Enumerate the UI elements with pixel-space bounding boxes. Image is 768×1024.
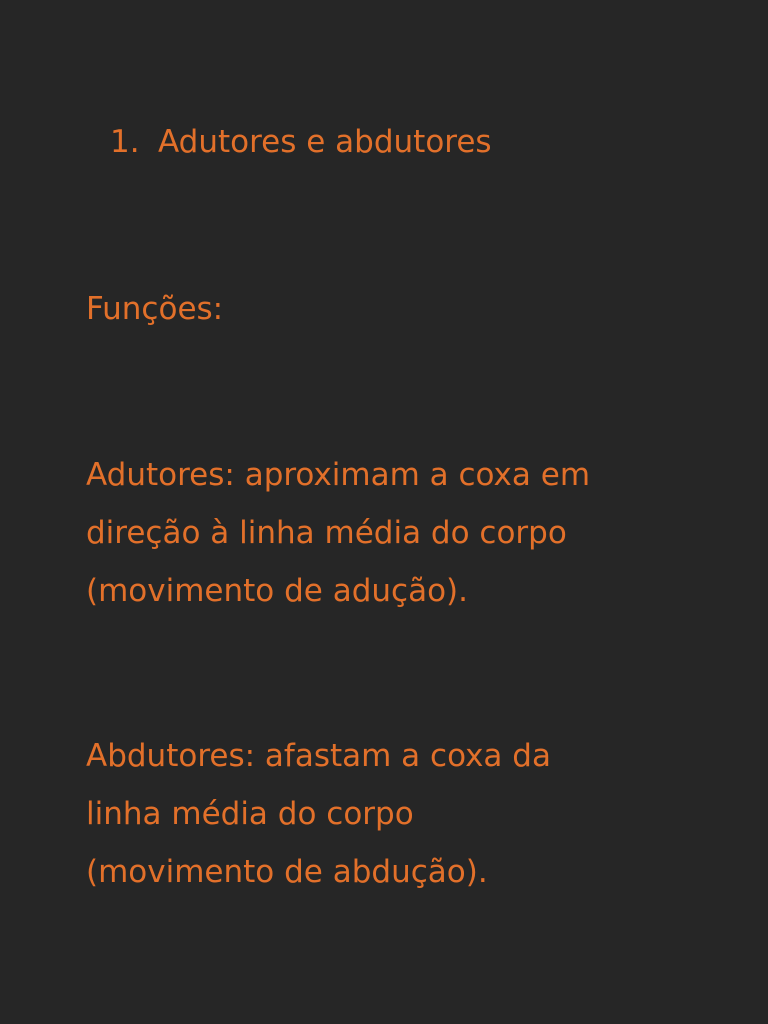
section-heading xyxy=(110,118,492,166)
functions-label: Funções: xyxy=(86,291,224,327)
paragraph-line: (movimento de abdução). xyxy=(86,854,488,890)
abductors-paragraph xyxy=(86,727,726,901)
paragraph-line: linha média do corpo xyxy=(86,796,414,832)
adductors-paragraph xyxy=(86,446,726,620)
list-number: 1. xyxy=(110,124,140,160)
paragraph-line: (movimento de adução). xyxy=(86,573,468,609)
heading-text: Adutores e abdutores xyxy=(158,124,492,160)
paragraph-line: direção à linha média do corpo xyxy=(86,515,567,551)
paragraph-line: Abdutores: afastam a coxa da xyxy=(86,738,551,774)
paragraph-line: Adutores: aproximam a coxa em xyxy=(86,457,591,493)
